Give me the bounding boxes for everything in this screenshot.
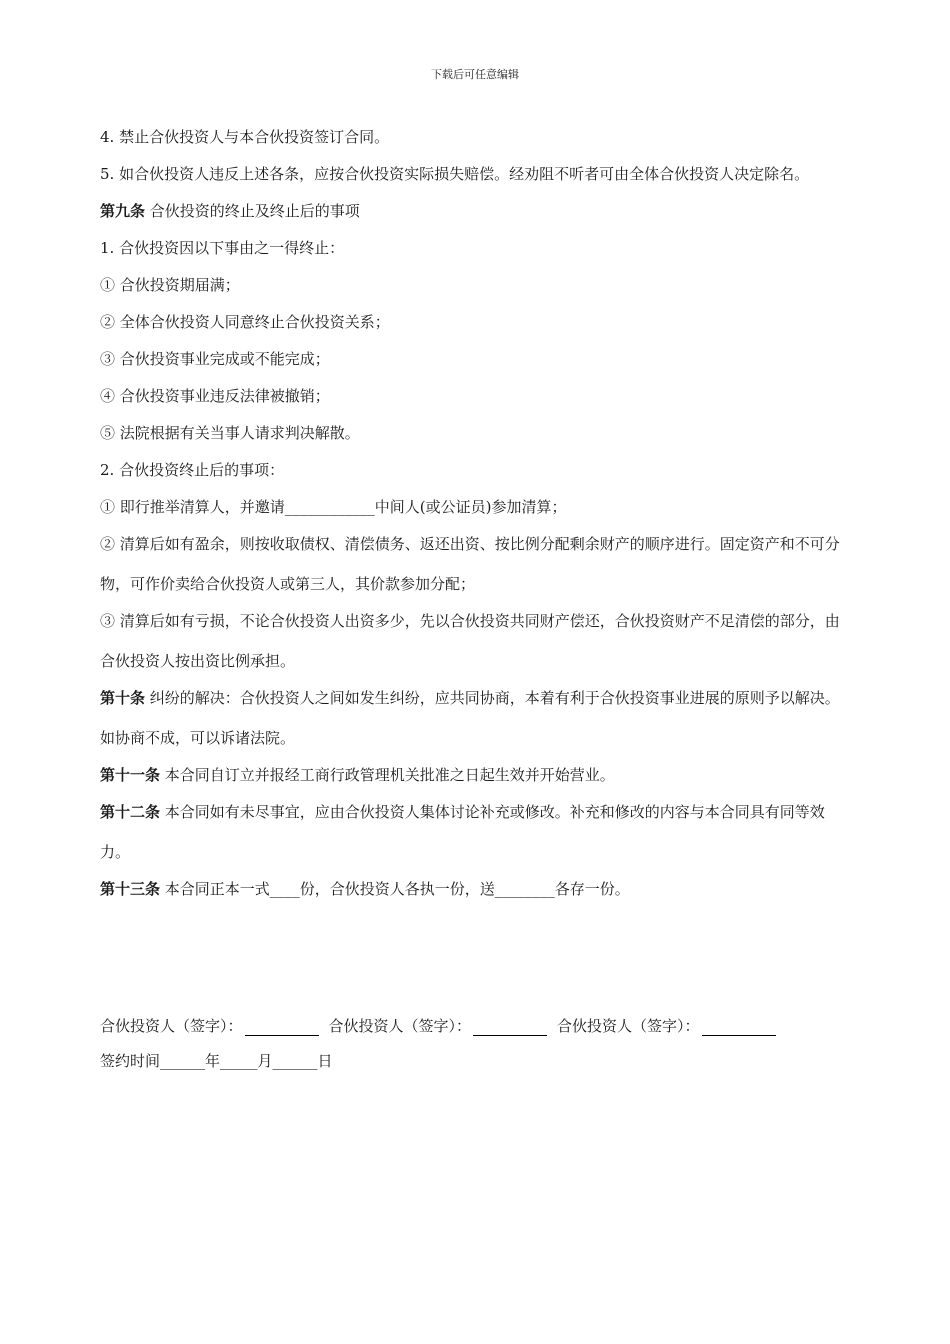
signing-date: 签约时间______年_____月______日 <box>100 1052 333 1070</box>
signature-line[interactable] <box>702 1019 776 1036</box>
article-label: 第十一条 <box>100 766 161 784</box>
article-label: 第十三条 <box>100 880 161 898</box>
signature-block <box>100 1010 848 1074</box>
reason-5: ⑤ 法院根据有关当事人请求判决解散。 <box>100 424 360 442</box>
article-text: 合伙投资的终止及终止后的事项 <box>145 202 360 220</box>
signature-label: 合伙投资人（签字）： <box>328 1017 472 1035</box>
clause-5: 5. 如合伙投资人违反上述各条，应按合伙投资实际损失赔偿。经劝阻不听者可由全体合伙投资人决定除名。 <box>100 165 810 183</box>
signature-line[interactable] <box>245 1019 319 1036</box>
article-text: 纠纷的解决：合伙投资人之间如发生纠纷，应共同协商，本着有利于合伙投资事业进展的原则予以解决。如协商不成，可以诉诸法院。 <box>100 689 840 747</box>
post-item-1: ① 即行推举清算人，并邀请____________中间人(或公证员)参加清算； <box>100 498 567 516</box>
article-text: 本合同自订立并报经工商行政管理机关批准之日起生效并开始营业。 <box>160 766 615 784</box>
signature-line[interactable] <box>473 1019 547 1036</box>
article-label: 第九条 <box>100 202 146 220</box>
article-9 <box>100 198 848 235</box>
document-body <box>100 124 848 913</box>
post-item-3: ③ 清算后如有亏损，不论合伙投资人出资多少，先以合伙投资共同财产偿还，合伙投资财产不足清偿的部分，由合伙投资人按出资比例承担。 <box>100 612 840 670</box>
header-note: 下载后可任意编辑 <box>431 68 519 81</box>
post-termination: 2. 合伙投资终止后的事项： <box>100 461 285 479</box>
reason-2: ② 全体合伙投资人同意终止合伙投资关系； <box>100 313 390 331</box>
reason-3: ③ 合伙投资事业完成或不能完成； <box>100 350 330 368</box>
article-13 <box>100 876 848 913</box>
signature-row <box>100 1010 848 1036</box>
post-item-2: ② 清算后如有盈余，则按收取债权、清偿债务、返还出资、按比例分配剩余财产的顺序进行。固定资产和不可分物，可作价卖给合伙投资人或第三人，其价款参加分配； <box>100 535 840 593</box>
signature-label: 合伙投资人（签字）： <box>100 1017 243 1035</box>
article-12 <box>100 792 848 872</box>
article-label: 第十条 <box>100 689 146 707</box>
article-label: 第十二条 <box>100 803 161 821</box>
signature-label: 合伙投资人（签字）： <box>557 1017 700 1035</box>
reason-4: ④ 合伙投资事业违反法律被撤销； <box>100 387 330 405</box>
article-text: 本合同如有未尽事宜，应由合伙投资人集体讨论补充或修改。补充和修改的内容与本合同具有同等效力。 <box>100 803 825 861</box>
clause-4: 4. 禁止合伙投资人与本合伙投资签订合同。 <box>100 128 390 146</box>
article-text: 本合同正本一式____份，合伙投资人各执一份，送________各存一份。 <box>160 880 630 898</box>
reason-1: ① 合伙投资期届满； <box>100 276 240 294</box>
termination-reasons: 1. 合伙投资因以下事由之一得终止： <box>100 239 345 257</box>
article-10 <box>100 678 848 758</box>
